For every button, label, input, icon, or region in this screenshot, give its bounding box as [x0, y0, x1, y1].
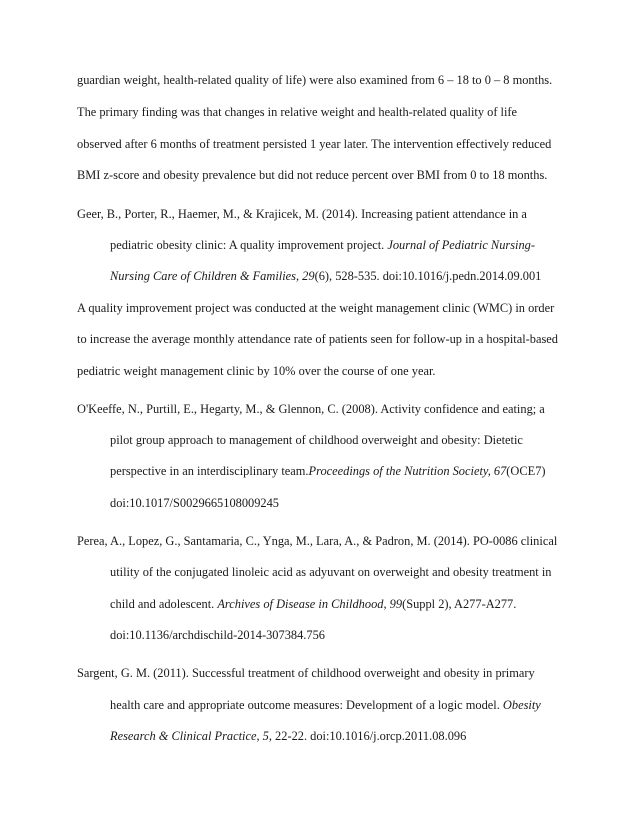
journal-title: Obesity	[502, 698, 541, 712]
reference-line: utility of the conjugated linoleic acid as adyuvant on overweight and obesity treatment in	[110, 565, 552, 579]
paragraph-line: pediatric weight management clinic by 10% over the course of one year.	[77, 364, 436, 378]
reference-line	[110, 269, 541, 284]
paragraph-line: BMI z-score and obesity prevalence but did not reduce percent over BMI from 0 to 18 months.	[77, 168, 548, 182]
paragraph-line: to increase the average monthly attendance rate of patients seen for follow-up in a hospital-based	[77, 332, 558, 346]
reference-line: pilot group approach to management of childhood overweight and obesity: Dietetic	[110, 433, 523, 447]
reference-line	[110, 729, 466, 744]
reference-sargent: Sargent, G. M. (2011). Successful treatment of childhood overweight and obesity in primary	[77, 666, 535, 680]
reference-geer: Geer, B., Porter, R., Haemer, M., & Krajicek, M. (2014). Increasing patient attendance in a	[77, 207, 527, 221]
reference-line	[110, 238, 535, 253]
reference-text: pediatric obesity clinic: A quality improvement project.	[110, 238, 388, 252]
reference-line	[110, 464, 546, 479]
paragraph-line: The primary finding was that changes in relative weight and health-related quality of life	[77, 105, 518, 119]
reference-text: health care and appropriate outcome measures: Development of a logic model.	[110, 698, 503, 712]
reference-text: (OCE7)	[506, 464, 546, 478]
reference-text: perspective in an interdisciplinary team.	[110, 464, 309, 478]
reference-text: (6), 528-535. doi:10.1016/j.pedn.2014.09.001	[314, 269, 542, 283]
reference-line	[110, 597, 516, 612]
reference-text: (Suppl 2), A277-A277.	[402, 597, 517, 611]
reference-doi: doi:10.1136/archdischild-2014-307384.756	[110, 628, 325, 642]
reference-line	[110, 698, 541, 713]
paragraph-line: guardian weight, health-related quality of life) were also examined from 6 – 18 to 0 – 8 months.	[77, 73, 553, 87]
journal-title: Proceedings of the Nutrition Society, 67	[308, 464, 507, 478]
reference-perea: Perea, A., Lopez, G., Santamaria, C., Ynga, M., Lara, A., & Padron, M. (2014). PO-0086 clinical	[77, 534, 558, 548]
journal-title: Journal of Pediatric Nursing-	[387, 238, 535, 252]
journal-title: Research & Clinical Practice, 5	[110, 729, 269, 743]
paragraph-line: observed after 6 months of treatment persisted 1 year later. The intervention effectively reduced	[77, 137, 552, 151]
reference-okeeffe: O'Keeffe, N., Purtill, E., Hegarty, M., & Glennon, C. (2008). Activity confidence and eating; a	[77, 402, 545, 416]
reference-text: , 22-22. doi:10.1016/j.orcp.2011.08.096	[268, 729, 467, 743]
paragraph-line: A quality improvement project was conducted at the weight management clinic (WMC) in order	[77, 301, 555, 315]
reference-text: child and adolescent.	[110, 597, 218, 611]
journal-title: Nursing Care of Children & Families, 29	[110, 269, 315, 283]
journal-title: Archives of Disease in Childhood, 99	[217, 597, 403, 611]
reference-doi: doi:10.1017/S0029665108009245	[110, 496, 280, 510]
